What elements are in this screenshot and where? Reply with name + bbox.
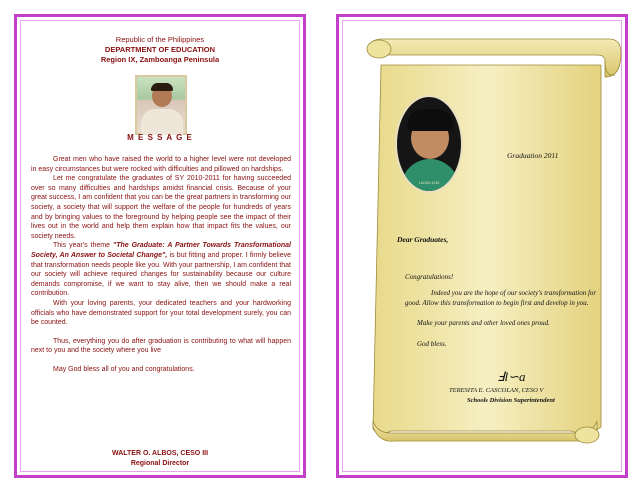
- signature-title: Regional Director: [130, 460, 190, 467]
- letter-line-2: good. Allow this transformation to begin first and develop in you.: [405, 299, 589, 307]
- header-region: Region IX, Zamboanga Peninsula: [100, 55, 220, 64]
- paragraph-6: May God bless all of you and congratulations.: [53, 365, 195, 373]
- paragraph-2: Let me congratulate the graduates of SY 2010-2011 for having succeeded over so many difficulties and hardships amidst financial crisis. Because of your great success, I am confident that you can be the great partners in transforming our society, a society that will support the welfare of the people for hundreds of years and by bringing values to the foreground by helping people see the impact of their lives out in the world and help them explain how that impact fits the values, our society needs.: [31, 175, 291, 240]
- director-photo: [135, 75, 187, 135]
- paragraph-3-rest: is but fitting and proper. I firmly believe that transformation needs people like you. With your partnership, I am confident that our society will achieve required changes for sustainability because our culture demands compromise, if we want to stay alive, then we should make a real contribution.: [31, 251, 292, 298]
- closing: God bless.: [417, 340, 447, 348]
- signature-name: WALTER O. ALBOS, CESO III: [111, 450, 209, 457]
- paragraph-1: Great men who have raised the world to a higher level were not developed in easy circumstances but were rocked with difficulties and pillowed on hardships.: [31, 156, 291, 173]
- header-republic: Republic of the Philippines: [115, 35, 205, 44]
- letter-line-1: Indeed you are the hope of our society's transformation for: [431, 289, 597, 297]
- signature-mark: Ⅎl∽a: [497, 369, 526, 384]
- letter-page: [336, 14, 628, 478]
- superintendent-photo: [395, 95, 463, 193]
- letter-line-3: Make your parents and other loved ones proud.: [417, 319, 550, 327]
- photo-caption: LAGDA 1234: [418, 181, 440, 185]
- greeting: Congratulations!: [405, 273, 454, 281]
- paragraph-3: [31, 241, 291, 299]
- header-department: DEPARTMENT OF EDUCATION: [104, 45, 216, 54]
- paragraph-3-intro: This year's theme: [53, 242, 110, 250]
- message-title: M E S S A G E: [127, 133, 193, 142]
- signer-title: Schools Division Superintendent: [467, 397, 555, 404]
- message-page: [14, 14, 306, 478]
- letter-date: Graduation 2011: [507, 151, 559, 160]
- message-body: [31, 155, 291, 374]
- parchment-scroll: [339, 17, 625, 475]
- theme-text: "The Graduate: A Partner Towards Transformational Society, An Answer to Societal Change",: [31, 242, 291, 259]
- signer-name: TERESITA E. CASCOLAN, CESO V: [449, 387, 544, 394]
- paragraph-5: Thus, everything you do after graduation is contributing to what will happen next to you and the society where you live: [31, 337, 291, 355]
- salutation: Dear Graduates,: [397, 235, 449, 244]
- paragraph-4: With your loving parents, your dedicated teachers and your hardworking officials who have demonstrated support for your total development surely, you can be counted.: [31, 299, 291, 327]
